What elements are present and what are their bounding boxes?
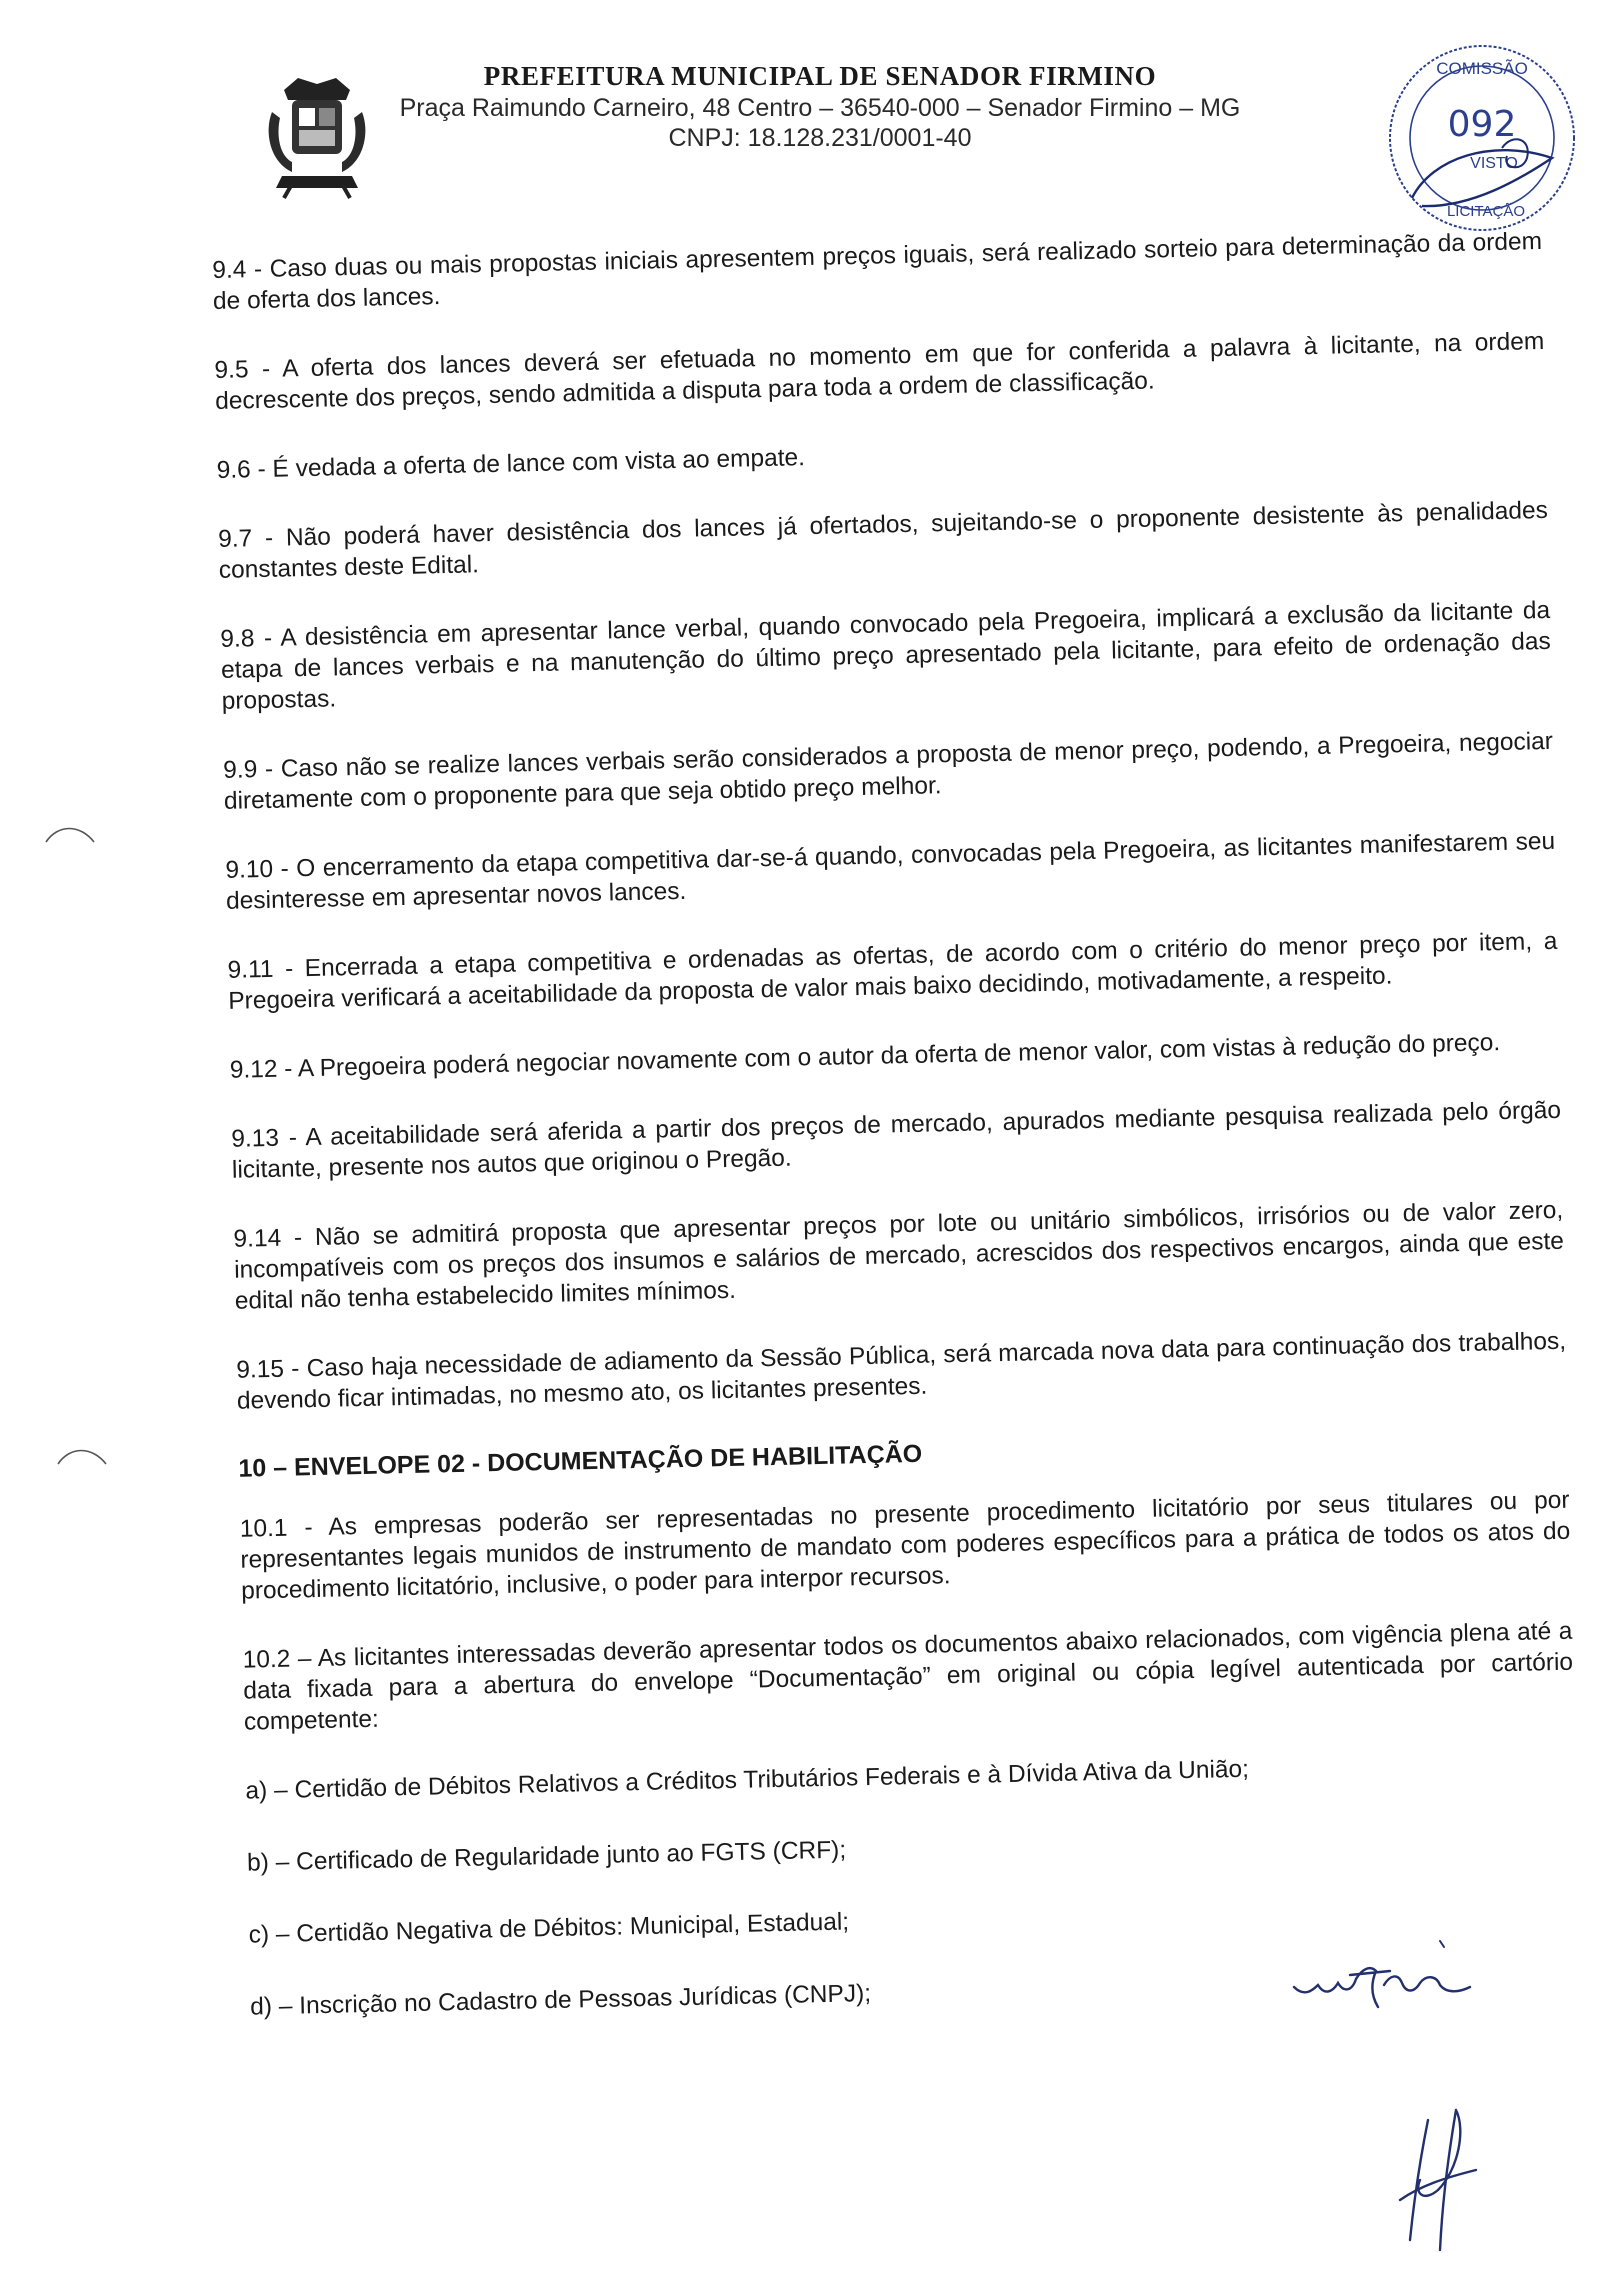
- punch-hole-mark: [52, 1440, 112, 1470]
- clause-10-2: 10.2 – As licitantes interessadas deverão apresentar todos os documentos abaixo relacionados, com vigência plena até a data fixada para a abertura do envelope “Documentação” em original ou cópia legível autenticada por cartório competente:: [242, 1617, 1574, 1736]
- clause-9-9: 9.9 - Caso não se realize lances verbais serão considerados a proposta de menor preço, podendo, a Pregoeira, negociar diretamente com o proponente para que seja obtido preço melhor.: [222, 727, 1554, 815]
- document-list-item-a: a) – Certidão de Débitos Relativos a Créditos Tributários Federais e à Dívida Ativa da União;: [245, 1755, 1250, 1805]
- clause-9-7: 9.7 - Não poderá haver desistência dos lances já ofertados, sujeitando-se o proponente desistente às penalidades constantes deste Edital.: [217, 496, 1549, 584]
- document-list-item-d: d) – Inscrição no Cadastro de Pessoas Jurídicas (CNPJ);: [249, 1980, 872, 2021]
- clause-9-6: 9.6 - É vedada a oferta de lance com vista ao empate.: [216, 444, 806, 484]
- document-body: [212, 226, 1581, 2064]
- clause-10-1: 10.1 - As empresas poderão ser representadas no presente procedimento licitatório por seus titulares ou por representantes legais munidos de instrumento de mandato com poderes específicos para a prática de todos os atos do procedimento licitatório, inclusive, o poder para interpor recursos.: [239, 1486, 1571, 1605]
- municipal-coat-of-arms-logo: [262, 72, 372, 200]
- stamp-page-number: 092: [1447, 104, 1517, 145]
- stamp-bottom-text: LICITAÇÃO: [1446, 203, 1526, 220]
- handwritten-signature: [1290, 1935, 1480, 2025]
- prefecture-cnpj: CNPJ: 18.128.231/0001-40: [668, 124, 972, 153]
- document-list-item-b: b) – Certificado de Regularidade junto ao FGTS (CRF);: [246, 1836, 847, 1877]
- clause-9-4: 9.4 - Caso duas ou mais propostas iniciais apresentem preços iguais, será realizado sorteio para determinação da ordem de oferta dos lances.: [212, 227, 1543, 315]
- clause-9-12: 9.12 - A Pregoeira poderá negociar novamente com o autor da oferta de menor valor, com vistas à redução do preço.: [229, 1029, 1501, 1084]
- letterhead: [390, 60, 1250, 154]
- commission-page-stamp: [1382, 38, 1582, 238]
- clause-9-14: 9.14 - Não se admitirá proposta que apresentar preços por lote ou unitário simbólicos, irrisórios ou de valor zero, incompatíveis com os preços dos insumos e salários de mercado, acrescidos dos respectivos encargos, ainda que este edital não tenha estabelecido limites mínimos.: [233, 1196, 1565, 1315]
- prefecture-title: PREFEITURA MUNICIPAL DE SENADOR FIRMINO: [483, 61, 1157, 91]
- clause-9-11: 9.11 - Encerrada a etapa competitiva e ordenadas as ofertas, de acordo com o critério do menor preço por item, a Pregoeira verificará a aceitabilidade da proposta de valor mais baixo decidindo, motivadamente, a respeito.: [227, 927, 1558, 1015]
- prefecture-address: Praça Raimundo Carneiro, 48 Centro – 36540-000 – Senador Firmino – MG: [399, 93, 1241, 122]
- clause-9-10: 9.10 - O encerramento da etapa competitiva dar-se-á quando, convocadas pela Pregoeira, as licitantes manifestarem seu desinteresse em apresentar novos lances.: [225, 827, 1556, 915]
- document-list-item-c: c) – Certidão Negativa de Débitos: Municipal, Estadual;: [248, 1908, 850, 1949]
- punch-hole-mark: [40, 818, 100, 848]
- stamp-visto: VISTO: [1470, 155, 1518, 172]
- clause-9-5: 9.5 - A oferta dos lances deverá ser efetuada no momento em que for conferida a palavra à licitante, na ordem decrescente dos preços, sendo admitida a disputa para toda a ordem de classificação.: [214, 327, 1545, 415]
- clause-9-15: 9.15 - Caso haja necessidade de adiamento da Sessão Pública, será marcada nova data para continuação dos trabalhos, devendo ficar intimadas, no mesmo ato, os licitantes presentes.: [236, 1327, 1567, 1415]
- handwritten-initials: [1380, 2090, 1490, 2260]
- clause-9-8: 9.8 - A desistência em apresentar lance verbal, quando convocado pela Pregoeira, implicará a exclusão da licitante da etapa de lances verbais e na manutenção do último preço apresentado pela licitante, para efeito de ordenação das propostas.: [220, 596, 1552, 715]
- stamp-top-text: COMISSÃO: [1436, 59, 1528, 78]
- section-title: 10 – ENVELOPE 02 - DOCUMENTAÇÃO DE HABILITAÇÃO: [238, 1439, 923, 1483]
- clause-9-13: 9.13 - A aceitabilidade será aferida a partir dos preços de mercado, apurados mediante pesquisa realizada pelo órgão licitante, presente nos autos que originou o Pregão.: [231, 1096, 1562, 1184]
